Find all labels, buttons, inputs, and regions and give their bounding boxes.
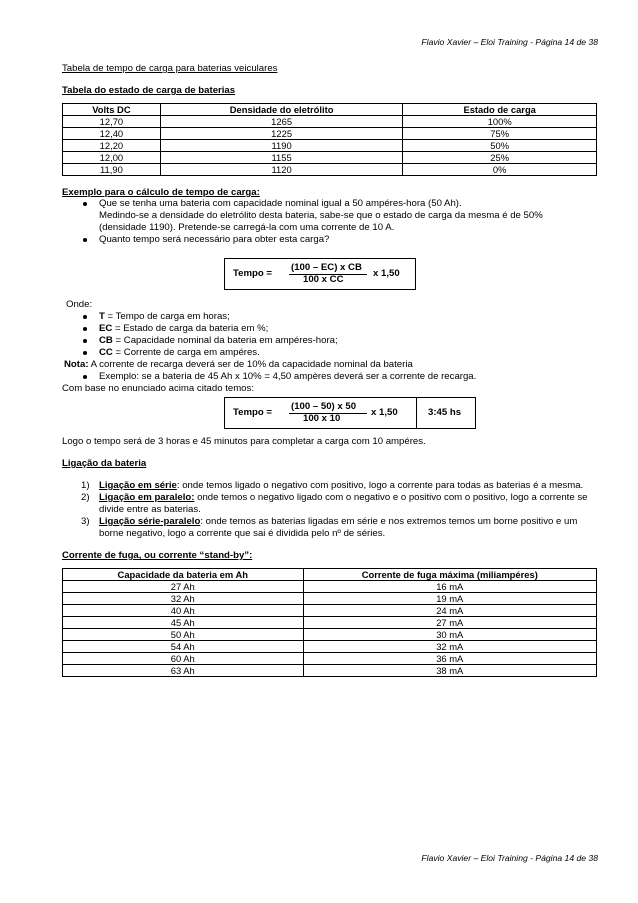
- example-line: Que se tenha uma bateria com capacidade nominal igual a 50 ampéres-hora (50 Ah).: [99, 198, 462, 209]
- table-cell: 12,70: [63, 116, 161, 128]
- section-title: Tabela de tempo de carga para baterias veiculares: [62, 63, 278, 74]
- page-footer: Flavio Xavier – Eloi Training - Página 14 de 38: [421, 853, 598, 863]
- list-number: 1): [81, 480, 90, 491]
- table-row: [63, 116, 597, 128]
- table-cell: 54 Ah: [63, 641, 304, 653]
- where-item: [99, 347, 260, 359]
- table-cell: 38 mA: [303, 665, 596, 677]
- bullet-icon: [83, 202, 87, 206]
- formula-label: Tempo =: [233, 407, 273, 418]
- table-row: [63, 617, 597, 629]
- formula-numerator: (100 – EC) x CB: [291, 262, 362, 273]
- formula-factor: x 1,50: [371, 407, 398, 418]
- table-row: [63, 653, 597, 665]
- connection-text: : onde temos as baterias ligadas em série e nos extremos temos um borne positivo e um: [200, 516, 578, 527]
- table-row: [63, 140, 597, 152]
- table-cell: 50 Ah: [63, 629, 304, 641]
- table-header-row: [63, 104, 597, 116]
- battery-table-title: Tabela do estado de carga de baterias: [62, 85, 236, 96]
- connection-item: [99, 492, 587, 504]
- table-cell: 27 Ah: [63, 581, 304, 593]
- bullet-icon: [83, 375, 87, 379]
- formula-numerator: (100 – 50) x 50: [291, 401, 357, 412]
- table-cell: 40 Ah: [63, 605, 304, 617]
- connection-key: Ligação em série: [99, 480, 177, 491]
- column-header: Capacidade da bateria em Ah: [63, 569, 304, 581]
- bullet-icon: [83, 339, 87, 343]
- where-item: [99, 311, 230, 323]
- table-cell: 25%: [403, 152, 597, 164]
- column-header: Estado de carga: [403, 104, 597, 116]
- bullet-icon: [83, 351, 87, 355]
- column-header: Corrente de fuga máxima (miliampéres): [303, 569, 596, 581]
- table-cell: 24 mA: [303, 605, 596, 617]
- table-row: [63, 128, 597, 140]
- table-row: [63, 665, 597, 677]
- list-number: 2): [81, 492, 90, 503]
- table-cell: 16 mA: [303, 581, 596, 593]
- formula-denominator: 100 x CC: [303, 274, 344, 285]
- where-key: T: [99, 311, 105, 322]
- table-row: [63, 164, 597, 176]
- table-header-row: [63, 569, 597, 581]
- where-key: CC: [99, 347, 113, 358]
- table-cell: 1155: [160, 152, 403, 164]
- table-cell: 45 Ah: [63, 617, 304, 629]
- table-row: [63, 593, 597, 605]
- table-cell: 60 Ah: [63, 653, 304, 665]
- table-cell: 12,40: [63, 128, 161, 140]
- note-key: Nota:: [64, 359, 89, 370]
- table-cell: 50%: [403, 140, 597, 152]
- table-cell: 1190: [160, 140, 403, 152]
- leakage-title: Corrente de fuga, ou corrente “stand-by”:: [62, 550, 253, 561]
- table-cell: 36 mA: [303, 653, 596, 665]
- table-cell: 1265: [160, 116, 403, 128]
- example-question: Quanto tempo será necessário para obter esta carga?: [99, 234, 330, 245]
- column-header: Volts DC: [63, 104, 161, 116]
- connection-text: onde temos o negativo ligado com o negativo e o positivo com o positivo, logo a corrente se: [194, 492, 588, 503]
- where-text: = Capacidade nominal da bateria em ampéres-hora;: [112, 335, 338, 346]
- table-cell: 75%: [403, 128, 597, 140]
- formula-label: Tempo =: [233, 268, 273, 279]
- column-header: Densidade do eletrólito: [160, 104, 403, 116]
- where-key: CB: [99, 335, 113, 346]
- formula-factor: x 1,50: [373, 268, 400, 279]
- table-row: [63, 629, 597, 641]
- table-row: [63, 641, 597, 653]
- note-example: Exemplo: se a bateria de 45 Ah x 10% = 4,50 ampères deverá ser a corrente de recarga.: [99, 371, 477, 382]
- base-statement: Com base no enunciado acima citado temos:: [62, 383, 254, 394]
- connection-item: [99, 516, 577, 528]
- example-line: (densidade 1190). Pretende-se carregá-la com uma corrente de 10 A.: [99, 222, 395, 233]
- connection-item: [99, 480, 583, 492]
- bullet-icon: [83, 238, 87, 242]
- formula-result: 3:45 hs: [428, 407, 462, 418]
- example-line: Medindo-se a densidade do eletrólito desta bateria, sabe-se que o estado de carga da mesma é de 50%: [99, 210, 543, 221]
- connection-key: Ligação série-paralelo: [99, 516, 201, 527]
- conclusion: Logo o tempo será de 3 horas e 45 minutos para completar a carga com 10 ampéres.: [62, 436, 426, 447]
- where-item: [99, 323, 268, 335]
- where-text: = Estado de carga da bateria em %;: [112, 323, 269, 334]
- bullet-icon: [83, 327, 87, 331]
- leakage-table: [62, 568, 597, 677]
- where-key: EC: [99, 323, 113, 334]
- bullet-icon: [83, 315, 87, 319]
- table-cell: 32 mA: [303, 641, 596, 653]
- table-cell: 12,00: [63, 152, 161, 164]
- connection-text: divide entre as baterias.: [99, 504, 201, 515]
- connection-key: Ligação em paralelo:: [99, 492, 195, 503]
- formula-box: [224, 397, 476, 429]
- table-cell: 19 mA: [303, 593, 596, 605]
- note-text: A corrente de recarga deverá ser de 10% da capacidade nominal da bateria: [88, 359, 413, 370]
- note: [64, 359, 413, 371]
- connection-title: Ligação da bateria: [62, 458, 147, 469]
- page-header: Flavio Xavier – Eloi Training - Página 14 de 38: [421, 37, 598, 47]
- table-cell: 0%: [403, 164, 597, 176]
- list-number: 3): [81, 516, 90, 527]
- table-cell: 1120: [160, 164, 403, 176]
- table-cell: 30 mA: [303, 629, 596, 641]
- table-row: [63, 581, 597, 593]
- formula-denominator: 100 x 10: [303, 413, 341, 424]
- table-cell: 1225: [160, 128, 403, 140]
- table-cell: 100%: [403, 116, 597, 128]
- where-item: [99, 335, 338, 347]
- battery-state-table: [62, 103, 597, 176]
- where-title: Onde:: [66, 299, 93, 310]
- table-cell: 27 mA: [303, 617, 596, 629]
- connection-text: : onde temos ligado o negativo com positivo, logo a corrente para todas as baterias é a mesma.: [176, 480, 584, 491]
- where-text: = Tempo de carga em horas;: [104, 311, 230, 322]
- where-text: = Corrente de carga em ampéres.: [112, 347, 260, 358]
- table-cell: 12,20: [63, 140, 161, 152]
- table-row: [63, 605, 597, 617]
- table-cell: 32 Ah: [63, 593, 304, 605]
- table-cell: 11,90: [63, 164, 161, 176]
- formula-divider: [416, 398, 417, 428]
- table-cell: 63 Ah: [63, 665, 304, 677]
- formula-box: [224, 258, 416, 290]
- connection-text: borne negativo, logo a corrente que sai é dividida pelo nº de séries.: [99, 528, 386, 539]
- example-title: Exemplo para o cálculo de tempo de carga:: [62, 187, 260, 198]
- table-row: [63, 152, 597, 164]
